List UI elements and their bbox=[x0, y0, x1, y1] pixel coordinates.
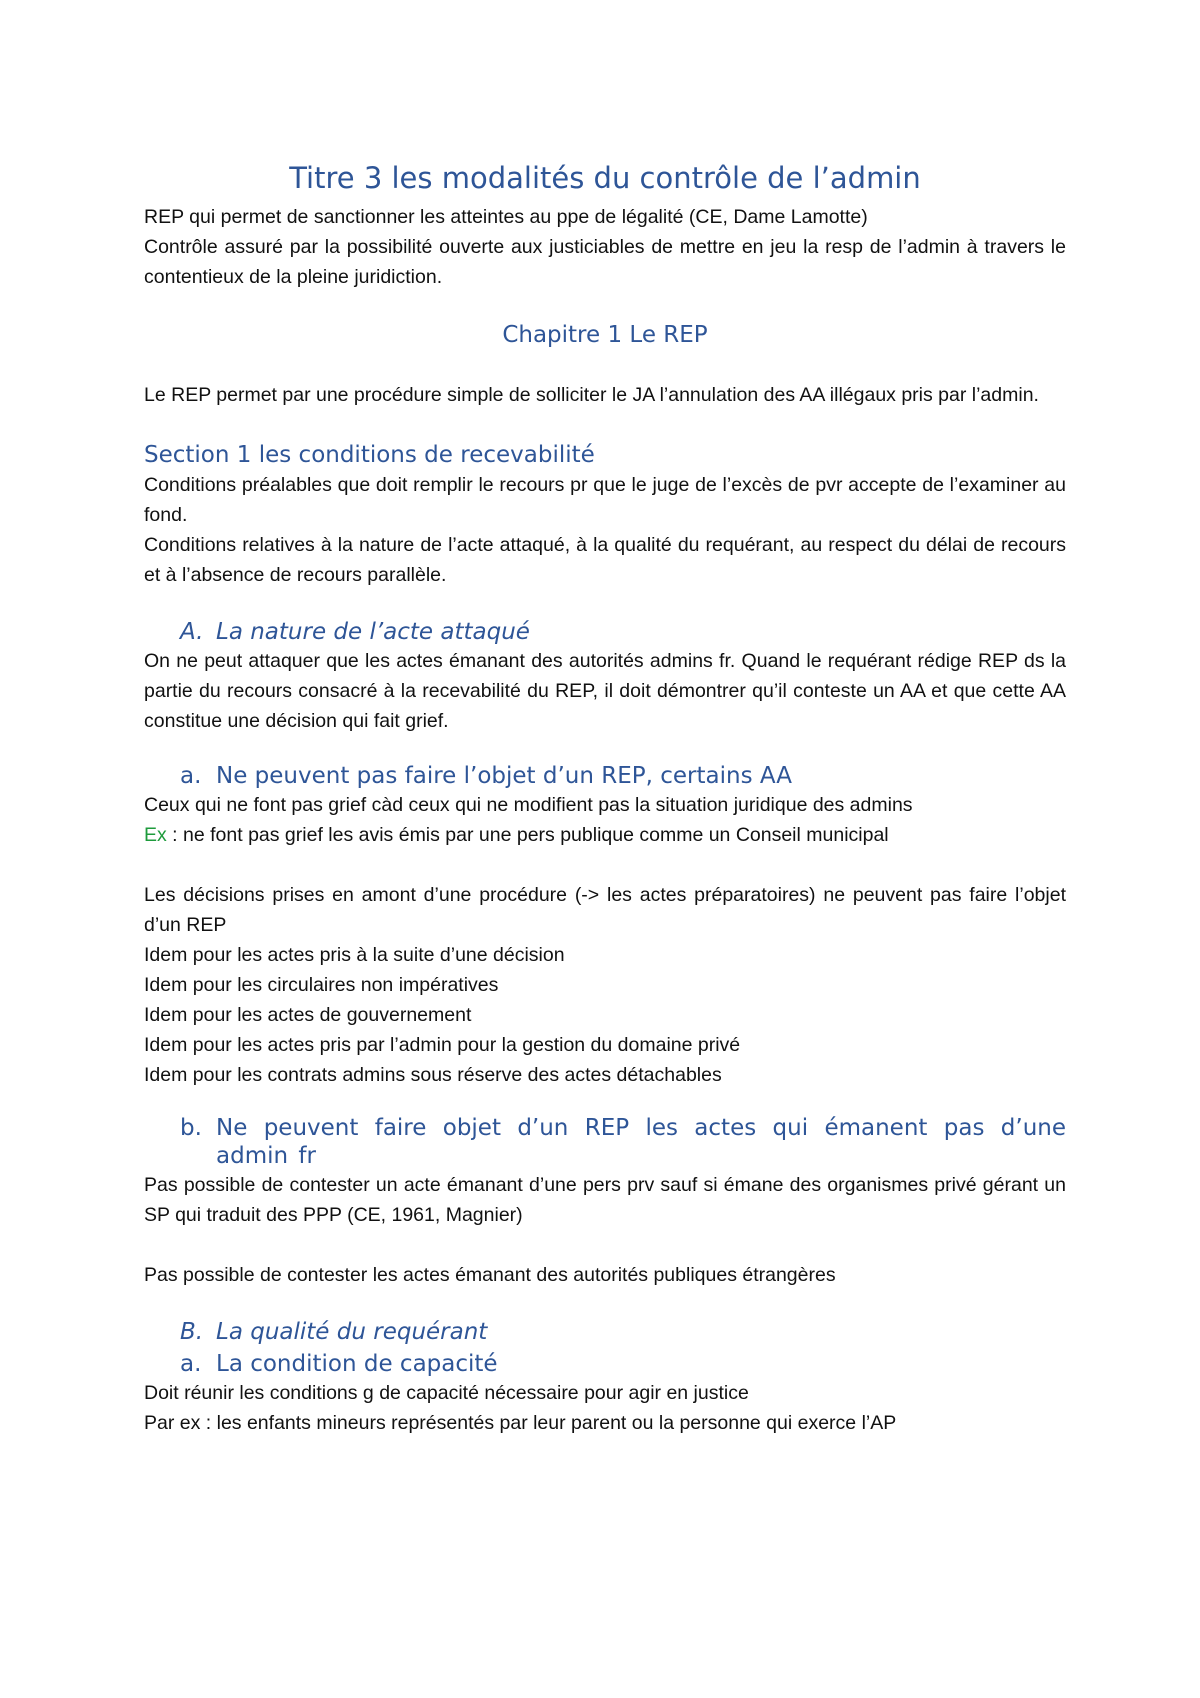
part-Ba-paragraph-2: Par ex : les enfants mineurs représentés par leur parent ou la personne qui exerce l’AP bbox=[144, 1412, 897, 1434]
heading-text: La nature de l’acte attaqué bbox=[216, 619, 530, 645]
chapter-intro-paragraph: Le REP permet par une procédure simple de solliciter le JA l’annulation des AA illégaux pris par l’admin. bbox=[144, 384, 1039, 406]
part-Aa-paragraph-1: Ceux qui ne font pas grief càd ceux qui ne modifient pas la situation juridique des admins bbox=[144, 794, 913, 816]
heading-text: La qualité du requérant bbox=[216, 1319, 488, 1345]
heading-b-actes-non-admin-fr bbox=[144, 1114, 1066, 1170]
heading-marker: a. bbox=[180, 763, 202, 789]
part-Ab-paragraph-2: Pas possible de contester les actes émanant des autorités publiques étrangères bbox=[144, 1264, 836, 1286]
document-title: Titre 3 les modalités du contrôle de l’admin bbox=[289, 161, 921, 195]
part-Aa-paragraph-2: Les décisions prises en amont d’une procédure (-> les actes préparatoires) ne peuvent pas faire l’objet d’un REP bbox=[144, 884, 1066, 936]
part-Ab-paragraph-1: Pas possible de contester un acte émanant d’une pers prv sauf si émane des organismes privé gérant un SP qui traduit des PPP (CE, 1961, Magnier) bbox=[144, 1174, 1066, 1226]
idem-line: Idem pour les actes de gouvernement bbox=[144, 1004, 472, 1026]
heading-text: La condition de capacité bbox=[216, 1351, 498, 1377]
heading-A-nature-acte bbox=[144, 618, 1066, 646]
heading-text: Ne peuvent pas faire l’objet d’un REP, certains AA bbox=[216, 763, 792, 789]
intro-paragraph-2: Contrôle assuré par la possibilité ouverte aux justiciables de mettre en jeu la resp de l’admin à travers le contentieux de la pleine juridiction. bbox=[144, 236, 1066, 288]
heading-a-pas-REP-certains-AA bbox=[144, 762, 1066, 790]
heading-B-qualite-requerant bbox=[144, 1318, 1066, 1346]
heading-marker: a. bbox=[180, 1351, 202, 1377]
heading-marker: b. bbox=[180, 1115, 202, 1141]
example-label: Ex bbox=[144, 824, 167, 846]
example-line bbox=[144, 820, 1066, 850]
part-Ba-paragraph-1: Doit réunir les conditions g de capacité nécessaire pour agir en justice bbox=[144, 1382, 749, 1404]
part-A-paragraph: On ne peut attaquer que les actes émanant des autorités admins fr. Quand le requérant rédige REP ds la partie du recours consacré à la recevabilité du REP, il doit démontrer qu’il conteste un AA et que cette AA constitue une décision qui fait grief. bbox=[144, 650, 1066, 732]
idem-line: Idem pour les actes pris par l’admin pour la gestion du domaine privé bbox=[144, 1034, 741, 1056]
idem-line: Idem pour les actes pris à la suite d’une décision bbox=[144, 944, 565, 966]
example-text: : ne font pas grief les avis émis par une pers publique comme un Conseil municipal bbox=[166, 824, 889, 846]
heading-a-condition-capacite bbox=[144, 1350, 1066, 1378]
section-1-paragraph-1: Conditions préalables que doit remplir le recours pr que le juge de l’excès de pvr accepte de l’examiner au fond. bbox=[144, 474, 1066, 526]
heading-marker: B. bbox=[180, 1319, 204, 1345]
heading-text: Ne peuvent faire objet d’un REP les actes qui émanent pas d’une admin fr bbox=[216, 1115, 1066, 1169]
idem-line: Idem pour les circulaires non impératives bbox=[144, 974, 499, 996]
idem-line: Idem pour les contrats admins sous réserve des actes détachables bbox=[144, 1064, 722, 1086]
chapter-heading: Chapitre 1 Le REP bbox=[502, 322, 708, 348]
heading-marker: A. bbox=[180, 619, 204, 645]
intro-paragraph-1: REP qui permet de sanctionner les atteintes au ppe de légalité (CE, Dame Lamotte) bbox=[144, 206, 868, 228]
section-1-paragraph-2: Conditions relatives à la nature de l’acte attaqué, à la qualité du requérant, au respect du délai de recours et à l’absence de recours parallèle. bbox=[144, 534, 1066, 586]
section-1-heading: Section 1 les conditions de recevabilité bbox=[144, 442, 595, 468]
